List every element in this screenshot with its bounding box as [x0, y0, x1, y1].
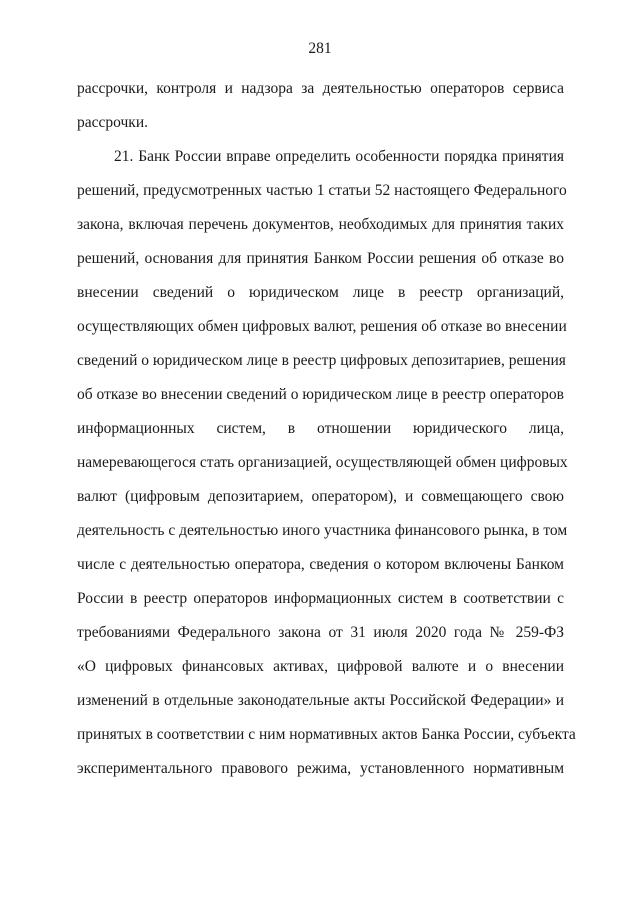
- text-line: сведений о юридическом лице в реестр цифровых депозитариев, решения: [77, 352, 566, 369]
- text-line: об отказе во внесении сведений о юридическом лице в реестр операторов: [77, 386, 564, 403]
- page-number: 281: [308, 40, 332, 57]
- text-line: намеревающегося стать организацией, осуществляющей обмен цифровых: [77, 454, 568, 471]
- text-line: решений, основания для принятия Банком России решения об отказе во: [77, 250, 564, 267]
- text-line: изменений в отдельные законодательные акты Российской Федерации» и: [77, 692, 564, 709]
- text-line: рассрочки.: [77, 114, 148, 131]
- text-line: России в реестр операторов информационных систем в соответствии с: [77, 590, 564, 607]
- text-line: экспериментального правового режима, установленного нормативным: [77, 760, 564, 777]
- text-line: валют (цифровым депозитарием, оператором), и совмещающего свою: [77, 488, 564, 505]
- text-line: 21. Банк России вправе определить особенности порядка принятия: [114, 148, 564, 165]
- text-line: «О цифровых финансовых активах, цифровой валюте и о внесении: [77, 658, 564, 675]
- text-line: деятельность с деятельностью иного участника финансового рынка, в том: [77, 522, 568, 539]
- text-line: решений, предусмотренных частью 1 статьи 52 настоящего Федерального: [77, 182, 567, 199]
- text-line: закона, включая перечень документов, необходимых для принятия таких: [77, 216, 564, 233]
- text-line: информационных систем, в отношении юридического лица,: [77, 420, 564, 437]
- document-body: [77, 72, 576, 786]
- text-line: числе с деятельностью оператора, сведения о котором включены Банком: [77, 556, 564, 573]
- text-line: осуществляющих обмен цифровых валют, решения об отказе во внесении: [77, 318, 567, 335]
- text-line: внесении сведений о юридическом лице в реестр организаций,: [77, 284, 564, 301]
- text-line: требованиями Федерального закона от 31 июля 2020 года № 259-ФЗ: [77, 624, 564, 641]
- text-line: принятых в соответствии с ним нормативных актов Банка России, субъекта: [77, 726, 576, 743]
- text-line: рассрочки, контроля и надзора за деятельностью операторов сервиса: [77, 80, 564, 97]
